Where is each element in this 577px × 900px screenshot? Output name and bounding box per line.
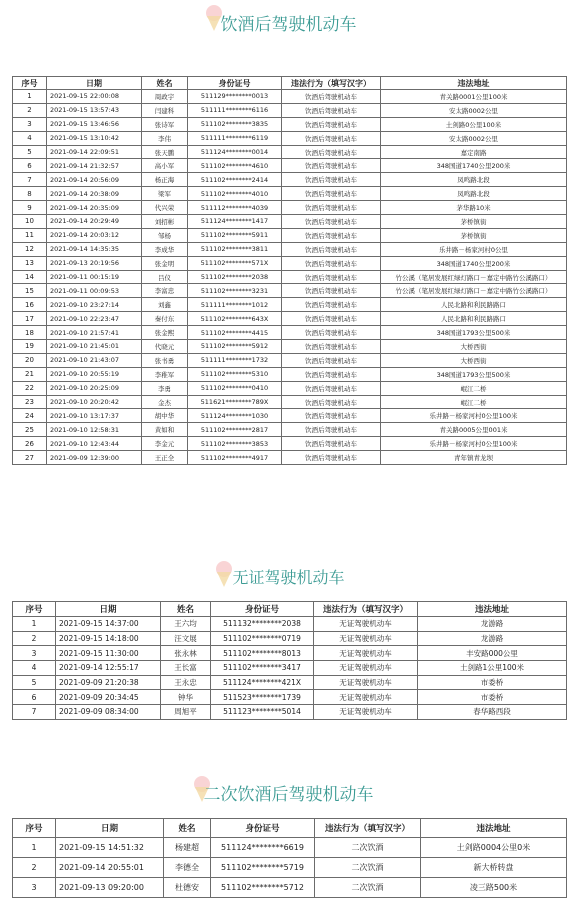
table-row	[13, 858, 567, 878]
cell-address: 乐井路－杨家河村0公里100米	[381, 437, 567, 451]
table-row	[13, 312, 567, 326]
cell-name: 李富忠	[142, 284, 188, 298]
table-row	[13, 451, 567, 465]
cell-seq: 6	[13, 159, 47, 173]
cell-id-number: 511102********3811	[188, 242, 282, 256]
cell-address: 龙游路	[418, 631, 567, 646]
cell-seq: 11	[13, 228, 47, 242]
cell-address: 市委桥	[418, 675, 567, 690]
cell-violation: 饮酒后驾驶机动车	[282, 145, 381, 159]
table-row	[13, 228, 567, 242]
table-row	[13, 201, 567, 215]
cell-date: 2021-09-15 14:18:00	[56, 631, 161, 646]
column-header: 日期	[47, 77, 142, 90]
cell-name: 王正全	[142, 451, 188, 465]
cell-seq: 22	[13, 381, 47, 395]
cell-seq: 12	[13, 242, 47, 256]
cell-violation: 饮酒后驾驶机动车	[282, 298, 381, 312]
cell-violation: 饮酒后驾驶机动车	[282, 173, 381, 187]
cell-id-number: 511102********5310	[188, 367, 282, 381]
cell-date: 2021-09-10 20:20:42	[47, 395, 142, 409]
table-row	[13, 423, 567, 437]
table-row	[13, 353, 567, 367]
cell-address: 乐井路－杨家河村0公里	[381, 242, 567, 256]
cell-id-number: 511102********571X	[188, 256, 282, 270]
cell-address: 凌三路500米	[421, 878, 567, 898]
column-header: 序号	[13, 602, 56, 617]
cell-id-number: 511102********0719	[211, 631, 314, 646]
cell-id-number: 511102********5911	[188, 228, 282, 242]
cell-date: 2021-09-10 21:45:01	[47, 340, 142, 354]
cell-seq: 5	[13, 675, 56, 690]
cell-name: 邹杨	[142, 228, 188, 242]
cell-date: 2021-09-15 13:10:42	[47, 131, 142, 145]
cell-date: 2021-09-11 00:09:53	[47, 284, 142, 298]
cell-violation: 二次饮酒	[315, 838, 421, 858]
cell-seq: 1	[13, 617, 56, 632]
cell-name: 张永林	[161, 646, 211, 661]
table-row	[13, 367, 567, 381]
section-title-second-drunk-driving: 二次饮酒后驾驶机动车	[0, 780, 577, 805]
cell-address: 竹公溪（笔居发展红绿灯路口－嘉定中路竹公溪路口）	[381, 270, 567, 284]
column-header: 姓名	[164, 819, 211, 838]
cell-name: 李德全	[164, 858, 211, 878]
cell-seq: 21	[13, 367, 47, 381]
column-header: 序号	[13, 819, 56, 838]
cell-violation: 饮酒后驾驶机动车	[282, 103, 381, 117]
cell-address: 新大桥转盘	[421, 858, 567, 878]
cell-id-number: 511111********6119	[188, 131, 282, 145]
column-header: 姓名	[142, 77, 188, 90]
cell-seq: 1	[13, 90, 47, 104]
cell-date: 2021-09-14 20:55:01	[56, 858, 164, 878]
cell-id-number: 511112********4039	[188, 201, 282, 215]
cell-name: 黄如和	[142, 423, 188, 437]
cell-seq: 24	[13, 409, 47, 423]
cell-date: 2021-09-14 22:09:51	[47, 145, 142, 159]
cell-violation: 无证驾驶机动车	[314, 631, 418, 646]
table-row	[13, 117, 567, 131]
cell-address: 茅桥镇街	[381, 228, 567, 242]
cell-name: 吕仪	[142, 270, 188, 284]
table-row	[13, 617, 567, 632]
section-title-drunk-driving: 饮酒后驾驶机动车	[0, 10, 577, 35]
cell-violation: 饮酒后驾驶机动车	[282, 367, 381, 381]
column-header: 姓名	[161, 602, 211, 617]
cell-violation: 饮酒后驾驶机动车	[282, 256, 381, 270]
cell-name: 闫建科	[142, 103, 188, 117]
cell-date: 2021-09-10 20:55:19	[47, 367, 142, 381]
cell-date: 2021-09-10 21:57:41	[47, 326, 142, 340]
cell-date: 2021-09-14 21:32:57	[47, 159, 142, 173]
cell-name: 张金熙	[142, 326, 188, 340]
table-row	[13, 395, 567, 409]
cell-address: 348国道1740公里200米	[381, 159, 567, 173]
column-header: 违法地址	[418, 602, 567, 617]
cell-seq: 13	[13, 256, 47, 270]
cell-address: 春华路西段	[418, 705, 567, 720]
table-row	[13, 878, 567, 898]
table-row	[13, 90, 567, 104]
cell-id-number: 511102********5912	[188, 340, 282, 354]
cell-address: 嘉定南路	[381, 145, 567, 159]
table-row	[13, 631, 567, 646]
cell-name: 高小军	[142, 159, 188, 173]
cell-id-number: 511123********5014	[211, 705, 314, 720]
cell-violation: 无证驾驶机动车	[314, 617, 418, 632]
table-row	[13, 145, 567, 159]
table-row	[13, 242, 567, 256]
table-row	[13, 284, 567, 298]
cell-date: 2021-09-09 20:34:45	[56, 690, 161, 705]
cell-seq: 23	[13, 395, 47, 409]
cell-id-number: 511102********4010	[188, 187, 282, 201]
unlicensed-driving-table	[12, 601, 567, 720]
cell-address: 龙游路	[418, 617, 567, 632]
cell-seq: 15	[13, 284, 47, 298]
table-row	[13, 103, 567, 117]
cell-name: 张书勇	[142, 353, 188, 367]
table-row	[13, 690, 567, 705]
cell-date: 2021-09-10 22:23:47	[47, 312, 142, 326]
cell-address: 348国道1793公里500米	[381, 326, 567, 340]
cell-date: 2021-09-09 21:20:38	[56, 675, 161, 690]
table-row	[13, 646, 567, 661]
cell-name: 杜德安	[164, 878, 211, 898]
cell-address: 青关路0005公里001米	[381, 423, 567, 437]
cell-date: 2021-09-10 13:17:37	[47, 409, 142, 423]
cell-id-number: 511102********3853	[188, 437, 282, 451]
table-row	[13, 298, 567, 312]
cell-address: 岷江二桥	[381, 381, 567, 395]
cell-address: 安太路0002公里	[381, 131, 567, 145]
cell-violation: 饮酒后驾驶机动车	[282, 312, 381, 326]
cell-address: 人民北路和利民路路口	[381, 298, 567, 312]
cell-seq: 18	[13, 326, 47, 340]
cell-name: 刘招彬	[142, 215, 188, 229]
cell-violation: 饮酒后驾驶机动车	[282, 423, 381, 437]
table-row	[13, 340, 567, 354]
cell-id-number: 511102********4917	[188, 451, 282, 465]
cell-violation: 饮酒后驾驶机动车	[282, 395, 381, 409]
column-header: 违法行为（填写汉字）	[315, 819, 421, 838]
cell-seq: 4	[13, 661, 56, 676]
cell-violation: 饮酒后驾驶机动车	[282, 90, 381, 104]
cell-seq: 7	[13, 705, 56, 720]
cell-id-number: 511102********3835	[188, 117, 282, 131]
cell-id-number: 511102********5712	[211, 878, 315, 898]
cell-id-number: 511102********2038	[188, 270, 282, 284]
table-row	[13, 215, 567, 229]
cell-violation: 无证驾驶机动车	[314, 646, 418, 661]
cell-address: 市委桥	[418, 690, 567, 705]
cell-violation: 饮酒后驾驶机动车	[282, 215, 381, 229]
cell-violation: 饮酒后驾驶机动车	[282, 117, 381, 131]
cell-name: 周政宇	[142, 90, 188, 104]
cell-violation: 无证驾驶机动车	[314, 661, 418, 676]
cell-violation: 二次饮酒	[315, 858, 421, 878]
table-header-row	[13, 819, 567, 838]
cell-violation: 饮酒后驾驶机动车	[282, 381, 381, 395]
cell-name: 梁军	[142, 187, 188, 201]
cell-date: 2021-09-15 13:57:43	[47, 103, 142, 117]
cell-id-number: 511102********4415	[188, 326, 282, 340]
cell-name: 王六均	[161, 617, 211, 632]
cell-date: 2021-09-11 00:15:19	[47, 270, 142, 284]
cell-seq: 25	[13, 423, 47, 437]
cell-seq: 17	[13, 312, 47, 326]
table-row	[13, 437, 567, 451]
cell-name: 李金元	[142, 437, 188, 451]
cell-name: 汪文展	[161, 631, 211, 646]
cell-date: 2021-09-14 14:35:35	[47, 242, 142, 256]
table-header-row	[13, 602, 567, 617]
cell-name: 李成华	[142, 242, 188, 256]
cell-violation: 饮酒后驾驶机动车	[282, 451, 381, 465]
cell-violation: 无证驾驶机动车	[314, 705, 418, 720]
cell-address: 人民北路和利民路路口	[381, 312, 567, 326]
column-header: 违法行为（填写汉字）	[282, 77, 381, 90]
cell-date: 2021-09-10 12:58:31	[47, 423, 142, 437]
cell-violation: 饮酒后驾驶机动车	[282, 340, 381, 354]
cell-violation: 无证驾驶机动车	[314, 690, 418, 705]
cell-seq: 3	[13, 878, 56, 898]
cell-date: 2021-09-15 22:00:08	[47, 90, 142, 104]
drunk-driving-table	[12, 76, 567, 465]
cell-seq: 10	[13, 215, 47, 229]
cell-seq: 26	[13, 437, 47, 451]
table-row	[13, 661, 567, 676]
table-row	[13, 173, 567, 187]
cell-name: 王长富	[161, 661, 211, 676]
cell-address: 土剑路1公里100米	[418, 661, 567, 676]
cell-id-number: 511111********1012	[188, 298, 282, 312]
cell-date: 2021-09-14 20:38:09	[47, 187, 142, 201]
cell-name: 钟华	[161, 690, 211, 705]
cell-id-number: 511132********2038	[211, 617, 314, 632]
cell-address: 土剑路0004公里0米	[421, 838, 567, 858]
cell-id-number: 511124********1030	[188, 409, 282, 423]
cell-violation: 饮酒后驾驶机动车	[282, 201, 381, 215]
cell-address: 348国道1793公里500米	[381, 367, 567, 381]
cell-id-number: 511102********643X	[188, 312, 282, 326]
cell-violation: 饮酒后驾驶机动车	[282, 159, 381, 173]
cell-date: 2021-09-15 13:46:56	[47, 117, 142, 131]
cell-id-number: 511621********789X	[188, 395, 282, 409]
cell-date: 2021-09-15 14:51:32	[56, 838, 164, 858]
cell-violation: 饮酒后驾驶机动车	[282, 353, 381, 367]
cell-address: 凤鸣路北段	[381, 187, 567, 201]
cell-name: 李稚军	[142, 367, 188, 381]
cell-violation: 饮酒后驾驶机动车	[282, 131, 381, 145]
cell-name: 金杰	[142, 395, 188, 409]
cell-name: 杨正海	[142, 173, 188, 187]
cell-name: 张诗军	[142, 117, 188, 131]
cell-seq: 27	[13, 451, 47, 465]
column-header: 身份证号	[211, 602, 314, 617]
cell-id-number: 511124********0014	[188, 145, 282, 159]
table-row	[13, 675, 567, 690]
cell-seq: 9	[13, 201, 47, 215]
cell-violation: 饮酒后驾驶机动车	[282, 284, 381, 298]
cell-address: 竹公溪（笔居发展红绿灯路口－嘉定中路竹公溪路口）	[381, 284, 567, 298]
cell-address: 岷江二桥	[381, 395, 567, 409]
cell-name: 代晓元	[142, 340, 188, 354]
cell-violation: 二次饮酒	[315, 878, 421, 898]
cell-id-number: 511129********0013	[188, 90, 282, 104]
cell-address: 乐井路－杨家河村0公里100米	[381, 409, 567, 423]
cell-date: 2021-09-10 20:25:09	[47, 381, 142, 395]
column-header: 身份证号	[188, 77, 282, 90]
column-header: 违法地址	[421, 819, 567, 838]
cell-name: 王永忠	[161, 675, 211, 690]
cell-seq: 1	[13, 838, 56, 858]
cell-date: 2021-09-09 12:39:00	[47, 451, 142, 465]
table-row	[13, 409, 567, 423]
cell-date: 2021-09-15 14:37:00	[56, 617, 161, 632]
cell-seq: 3	[13, 117, 47, 131]
table-row	[13, 159, 567, 173]
table-row	[13, 838, 567, 858]
cell-date: 2021-09-14 12:55:17	[56, 661, 161, 676]
table-row	[13, 256, 567, 270]
cell-date: 2021-09-09 08:34:00	[56, 705, 161, 720]
cell-address: 安太路0002公里	[381, 103, 567, 117]
table-row	[13, 187, 567, 201]
column-header: 日期	[56, 819, 164, 838]
cell-seq: 8	[13, 187, 47, 201]
second-drunk-driving-table	[12, 818, 567, 898]
cell-date: 2021-09-13 09:20:00	[56, 878, 164, 898]
cell-name: 张天鹏	[142, 145, 188, 159]
table-row	[13, 131, 567, 145]
cell-id-number: 511102********3231	[188, 284, 282, 298]
cell-id-number: 511124********1417	[188, 215, 282, 229]
cell-violation: 饮酒后驾驶机动车	[282, 187, 381, 201]
cell-name: 张金明	[142, 256, 188, 270]
cell-id-number: 511102********0410	[188, 381, 282, 395]
cell-id-number: 511102********2414	[188, 173, 282, 187]
cell-id-number: 511523********1739	[211, 690, 314, 705]
cell-violation: 饮酒后驾驶机动车	[282, 242, 381, 256]
cell-name: 代兴荣	[142, 201, 188, 215]
cell-id-number: 511102********4610	[188, 159, 282, 173]
cell-date: 2021-09-15 11:30:00	[56, 646, 161, 661]
cell-violation: 无证驾驶机动车	[314, 675, 418, 690]
cell-seq: 2	[13, 103, 47, 117]
cell-address: 青关路0001公里100米	[381, 90, 567, 104]
column-header: 违法地址	[381, 77, 567, 90]
cell-seq: 14	[13, 270, 47, 284]
cell-address: 348国道1740公里200米	[381, 256, 567, 270]
cell-seq: 6	[13, 690, 56, 705]
cell-violation: 饮酒后驾驶机动车	[282, 437, 381, 451]
cell-date: 2021-09-14 20:03:12	[47, 228, 142, 242]
cell-address: 丰安路000公里	[418, 646, 567, 661]
cell-name: 秦付东	[142, 312, 188, 326]
cell-seq: 20	[13, 353, 47, 367]
cell-seq: 3	[13, 646, 56, 661]
cell-address: 青年镇青龙坝	[381, 451, 567, 465]
column-header: 序号	[13, 77, 47, 90]
cell-date: 2021-09-14 20:29:49	[47, 215, 142, 229]
cell-id-number: 511111********6116	[188, 103, 282, 117]
cell-seq: 5	[13, 145, 47, 159]
cell-address: 土剑路0公里100米	[381, 117, 567, 131]
cell-date: 2021-09-13 20:19:56	[47, 256, 142, 270]
cell-name: 杨建超	[164, 838, 211, 858]
section-title-unlicensed-driving: 无证驾驶机动车	[0, 565, 577, 588]
column-header: 身份证号	[211, 819, 315, 838]
cell-seq: 2	[13, 858, 56, 878]
cell-seq: 16	[13, 298, 47, 312]
cell-id-number: 511124********421X	[211, 675, 314, 690]
table-row	[13, 381, 567, 395]
table-row	[13, 270, 567, 284]
cell-id-number: 511102********2817	[188, 423, 282, 437]
cell-violation: 饮酒后驾驶机动车	[282, 326, 381, 340]
cell-seq: 2	[13, 631, 56, 646]
cell-name: 周旭平	[161, 705, 211, 720]
cell-address: 茅桥镇街	[381, 215, 567, 229]
column-header: 日期	[56, 602, 161, 617]
cell-date: 2021-09-14 20:35:09	[47, 201, 142, 215]
cell-name: 胡中华	[142, 409, 188, 423]
cell-date: 2021-09-10 21:43:07	[47, 353, 142, 367]
cell-address: 大桥西街	[381, 353, 567, 367]
cell-seq: 7	[13, 173, 47, 187]
table-header-row	[13, 77, 567, 90]
cell-violation: 饮酒后驾驶机动车	[282, 228, 381, 242]
cell-name: 李伟	[142, 131, 188, 145]
cell-seq: 4	[13, 131, 47, 145]
cell-id-number: 511111********1732	[188, 353, 282, 367]
cell-violation: 饮酒后驾驶机动车	[282, 409, 381, 423]
cell-address: 大桥西街	[381, 340, 567, 354]
cell-address: 茅华路10米	[381, 201, 567, 215]
cell-date: 2021-09-10 23:27:14	[47, 298, 142, 312]
cell-id-number: 511102********3417	[211, 661, 314, 676]
cell-id-number: 511102********8013	[211, 646, 314, 661]
cell-date: 2021-09-14 20:56:09	[47, 173, 142, 187]
cell-violation: 饮酒后驾驶机动车	[282, 270, 381, 284]
cell-name: 刘鑫	[142, 298, 188, 312]
cell-name: 李勇	[142, 381, 188, 395]
table-row	[13, 326, 567, 340]
table-row	[13, 705, 567, 720]
cell-seq: 19	[13, 340, 47, 354]
cell-id-number: 511102********5719	[211, 858, 315, 878]
cell-id-number: 511124********6619	[211, 838, 315, 858]
cell-date: 2021-09-10 12:43:44	[47, 437, 142, 451]
cell-address: 凤鸣路北段	[381, 173, 567, 187]
column-header: 违法行为（填写汉字）	[314, 602, 418, 617]
